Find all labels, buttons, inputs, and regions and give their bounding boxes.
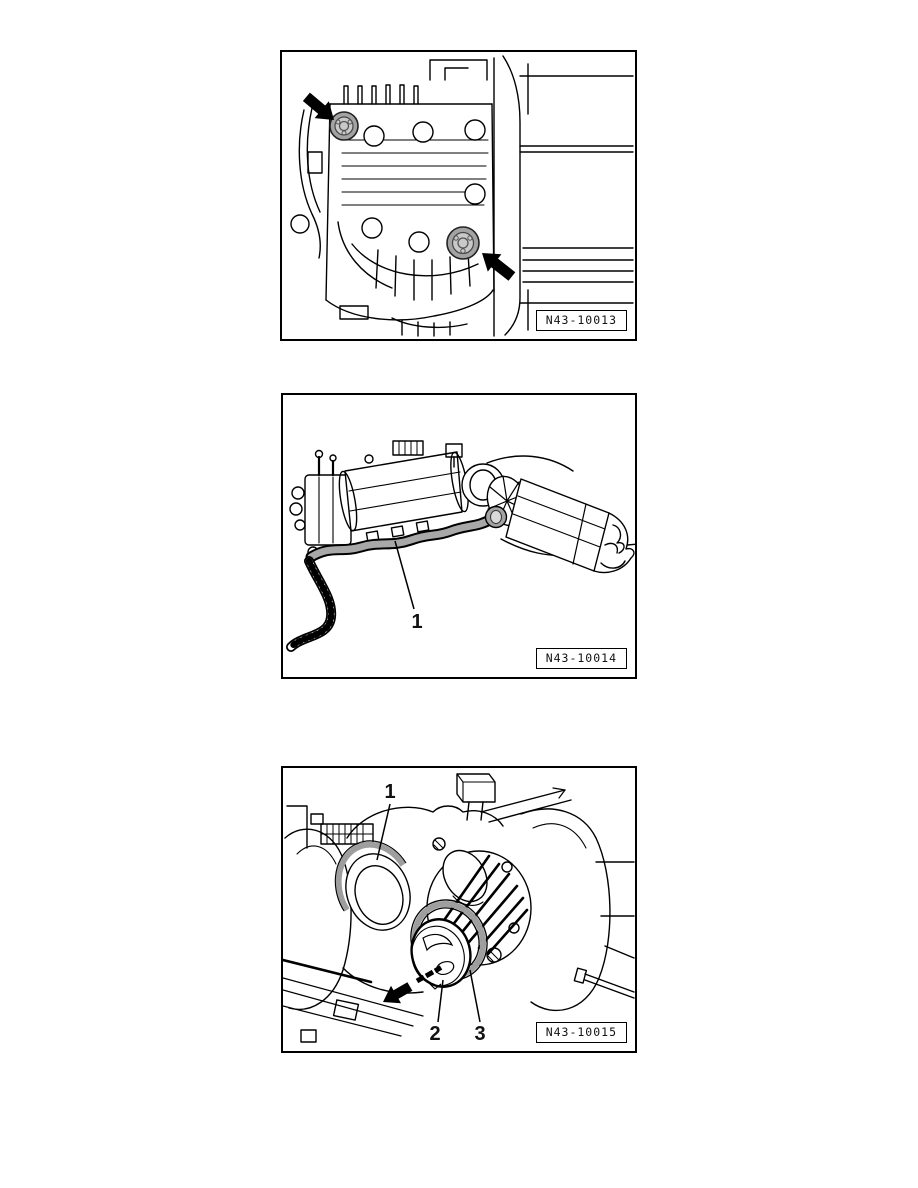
figure-n43-10015 bbox=[281, 766, 637, 1053]
corrugated-hose bbox=[291, 561, 331, 647]
callout-1: 1 bbox=[411, 611, 423, 633]
technical-drawing-seals bbox=[283, 768, 635, 1051]
gearbox-housing-outline bbox=[291, 56, 633, 336]
figure-label-box bbox=[536, 310, 627, 331]
figure-label-box bbox=[536, 648, 627, 669]
pointer-arrow-upper-icon bbox=[303, 93, 334, 120]
figure-label: N43-10014 bbox=[545, 650, 617, 665]
figure-n43-10014 bbox=[281, 393, 637, 679]
oil-plug-upper bbox=[330, 112, 358, 140]
callouts bbox=[411, 611, 422, 633]
figure-label: N43-10013 bbox=[545, 312, 617, 327]
callout-1-leader bbox=[395, 541, 414, 609]
technical-drawing-harness bbox=[283, 395, 635, 677]
callout-3: 3 bbox=[474, 1023, 486, 1045]
technical-drawing-transmission-plugs bbox=[282, 52, 635, 339]
pointer-arrow-lower-icon bbox=[482, 253, 515, 281]
figure-label: N43-10015 bbox=[545, 1024, 617, 1039]
callout-2: 2 bbox=[429, 1023, 441, 1045]
oil-plug-lower bbox=[447, 227, 479, 259]
figure-label-box bbox=[536, 1022, 627, 1043]
callout-1: 1 bbox=[384, 781, 396, 803]
figure-n43-10013 bbox=[280, 50, 637, 341]
